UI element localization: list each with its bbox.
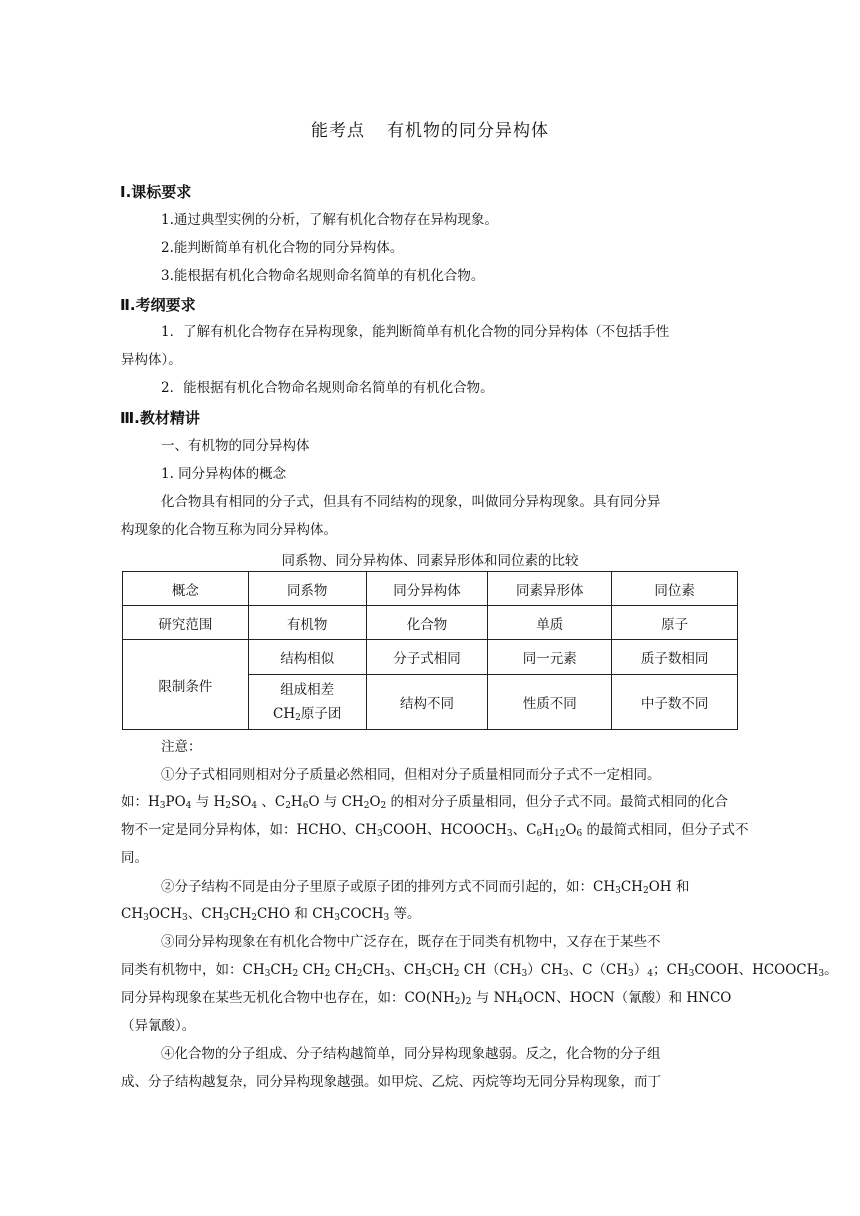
note-1-line-a: ①分子式相同则相对分子质量必然相同，但相对分子质量相同而分子式不一定相同。 bbox=[161, 767, 661, 783]
textbook-heading-2: 1. 同分异构体的概念 bbox=[161, 466, 287, 482]
table-cell: 研究范围 bbox=[123, 606, 249, 640]
table-cell: 质子数相同 bbox=[612, 640, 738, 675]
note-2-text: ②分子结构不同是由分子里原子或原子团的排列方式不同而引起的，如： bbox=[161, 879, 593, 895]
cell-line bbox=[249, 702, 366, 726]
syllabus-item-2: 2．能根据有机化合物命名规则命名简单的有机化合物。 bbox=[161, 380, 494, 396]
textbook-para-1a: 化合物具有相同的分子式，但具有不同结构的现象，叫做同分异构现象。具有同分异 bbox=[161, 494, 661, 510]
table-cell bbox=[248, 675, 366, 730]
syllabus-item-1a: 1．了解有机化合物存在异构现象，能判断简单有机化合物的同分异构体（不包括手性 bbox=[161, 324, 670, 340]
title-prefix: 能考点 bbox=[311, 121, 365, 141]
table-cell: 结构不同 bbox=[366, 675, 488, 730]
note-4-line-b: 成、分子结构越复杂，同分异构现象越强。如甲烷、乙烷、丙烷等均无同分异构现象，而丁 bbox=[121, 1074, 661, 1090]
table-cell: 有机物 bbox=[248, 606, 366, 640]
table-cell: 单质 bbox=[488, 606, 612, 640]
notes-label: 注意： bbox=[161, 739, 202, 755]
table-row-scope bbox=[123, 606, 738, 640]
note-1-line-d: 同。 bbox=[121, 850, 148, 866]
table-cell: 原子 bbox=[612, 606, 738, 640]
table-header-cell: 概念 bbox=[123, 572, 249, 606]
table-header-cell: 同位素 bbox=[612, 572, 738, 606]
textbook-heading-1: 一、有机物的同分异构体 bbox=[161, 438, 310, 454]
table-cell: 分子式相同 bbox=[366, 640, 488, 675]
section-heading-syllabus: Ⅱ.考纲要求 bbox=[120, 296, 196, 314]
section-heading-textbook: Ⅲ.教材精讲 bbox=[120, 409, 200, 427]
note-2-line-b: $CH_3OCH_3$、$CH_3CH_2CHO$ 和 $CH_3COCH_3$ 等。 bbox=[121, 906, 421, 923]
note-4-line-a: ④化合物的分子组成、分子结构越简单，同分异构现象越弱。反之，化合物的分子组 bbox=[161, 1046, 661, 1062]
syllabus-item-1b: 异构体）。 bbox=[121, 352, 182, 368]
section-heading-standards: Ⅰ.课标要求 bbox=[120, 183, 192, 201]
note-3-line-c: 同分异构现象在某些无机化合物中也存在，如：$CO(NH_2)_2$ 与 $NH_4OCN$、HOCN（氰酸）和 HNCO bbox=[121, 990, 732, 1007]
standards-item-1: 1.通过典型实例的分析，了解有机化合物存在异构现象。 bbox=[161, 212, 498, 228]
table-header-cell: 同系物 bbox=[248, 572, 366, 606]
cell-line: 组成相差 bbox=[280, 682, 335, 698]
table-cell-limit-label: 限制条件 bbox=[123, 640, 249, 730]
page-title bbox=[0, 116, 860, 141]
table-cell: 中子数不同 bbox=[612, 675, 738, 730]
note-1-line-c: 物不一定是同分异构体，如：HCHO、$CH_3COOH$、$HCOOCH_3$、$C_6H_{12}O_6$ 的最简式相同，但分子式不 bbox=[121, 822, 749, 839]
formula-subscript: 2 bbox=[295, 713, 301, 723]
standards-item-3: 3.能根据有机化合物命名规则命名简单的有机化合物。 bbox=[161, 268, 485, 284]
table-caption: 同系物、同分异构体、同素异形体和同位素的比较 bbox=[281, 553, 579, 569]
note-2-line-a: ②分子结构不同是由分子里原子或原子团的排列方式不同而引起的，如：$CH_3CH_2OH$ 和 bbox=[161, 879, 690, 896]
table-cell: 化合物 bbox=[366, 606, 488, 640]
table-header-cell: 同素异形体 bbox=[488, 572, 612, 606]
textbook-para-1b: 构现象的化合物互称为同分异构体。 bbox=[121, 522, 337, 538]
table-row-limit-1 bbox=[123, 640, 738, 675]
table-cell: 结构相似 bbox=[248, 640, 366, 675]
table-header-row bbox=[123, 572, 738, 606]
title-main: 有机物的同分异构体 bbox=[387, 121, 549, 141]
note-3-line-b: 同类有机物中，如：$CH_3CH_2$ $CH_2$ $CH_2CH_3$、$CH_3CH_2$ $CH(CH_3)CH_3$、$C(CH_3)_4$；$CH_3COOH$、$HCOOCH_3$。 bbox=[121, 962, 838, 979]
formula-part: CH bbox=[273, 706, 296, 722]
note-1-line-b: 如：$H_3PO_4$ 与 $H_2SO_4$ 、$C_2H_6O$ 与 $CH_2O_2$ 的相对分子质量相同，但分子式不同。最简式相同的化合 bbox=[121, 794, 729, 811]
note-3-line-a: ③同分异构现象在有机化合物中广泛存在，既存在于同类有机物中，又存在于某些不 bbox=[161, 934, 661, 950]
formula-part: 原子团 bbox=[300, 706, 342, 722]
standards-item-2: 2.能判断简单有机化合物的同分异构体。 bbox=[161, 240, 404, 256]
table-cell: 性质不同 bbox=[488, 675, 612, 730]
table-header-cell: 同分异构体 bbox=[366, 572, 488, 606]
note-3-line-d: （异氰酸）。 bbox=[121, 1018, 196, 1034]
table-cell: 同一元素 bbox=[488, 640, 612, 675]
comparison-table bbox=[122, 571, 738, 730]
